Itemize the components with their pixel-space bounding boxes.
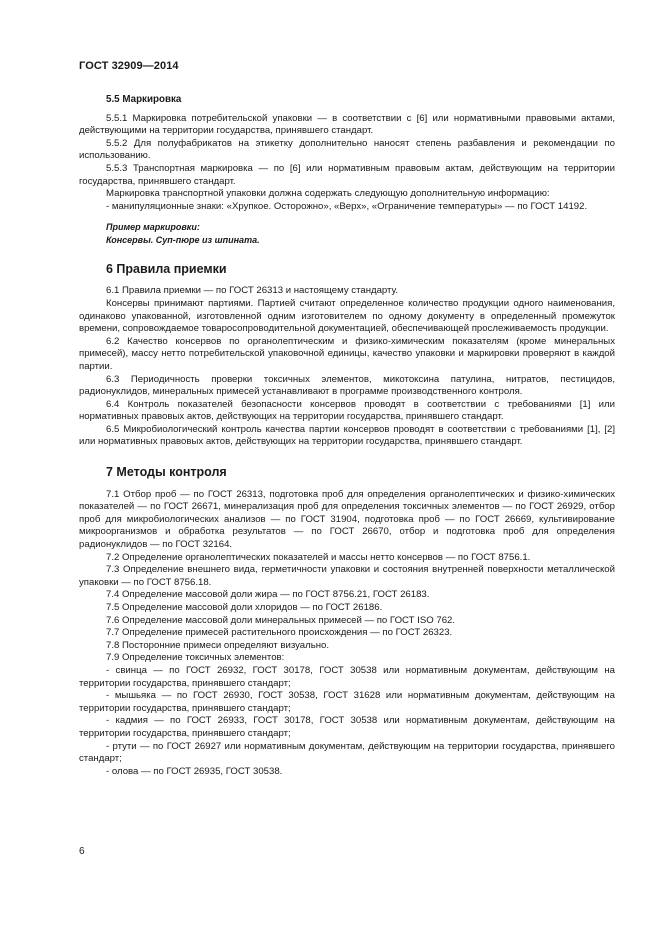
paragraph-7-3: 7.3 Определение внешнего вида, герметичности упаковки и состояния внутренней поверхности металлической упаковки — по ГОСТ 8756.18.: [79, 564, 615, 588]
paragraph-lots: Консервы принимают партиями. Партией считают определенное количество продукции одного наименования, одинаково упакованной, изготовленной одним изготовителем по одному документу в определенный промежуток времени, сопровождаемое товаросопроводительной документацией, обеспечивающей прослеживаемость продукции.: [79, 297, 615, 335]
paragraph-5-5-1: 5.5.1 Маркировка потребительской упаковки — в соответствии с [6] или нормативными правовыми актами, действующими на территории государства, принявшего стандарт.: [79, 112, 615, 137]
list-item-arsenic: - мышьяка — по ГОСТ 26930, ГОСТ 30538, ГОСТ 31628 или нормативным документам, действующим на территории государства, принявшего стандарт;: [79, 690, 615, 714]
paragraph-7-6: 7.6 Определение массовой доли минеральных примесей — по ГОСТ ISO 762.: [106, 614, 456, 626]
document-body: [79, 94, 615, 778]
document-code-header: ГОСТ 32909—2014: [79, 60, 179, 72]
list-item-lead: - свинца — по ГОСТ 26932, ГОСТ 30178, ГОСТ 30538 или нормативным документам, действующим на территории государства, принявшего стандарт;: [79, 664, 615, 689]
paragraph-7-5: 7.5 Определение массовой доли хлоридов — по ГОСТ 26186.: [106, 602, 383, 613]
list-item-tin: - олова — по ГОСТ 26935, ГОСТ 30538.: [106, 765, 283, 777]
section-5-5-title: 5.5 Маркировка: [106, 94, 182, 105]
paragraph-5-5-2: 5.5.2 Для полуфабрикатов на этикетку дополнительно наносят степень разбавления и рекомендации по использованию.: [79, 137, 615, 162]
paragraph-handling-signs: - манипуляционные знаки: «Хрупкое. Осторожно», «Верх», «Ограничение температуры» — по ГОСТ 14192.: [106, 200, 588, 212]
example-label: Пример маркировки:: [106, 222, 200, 233]
marking-example: [106, 221, 615, 245]
paragraph-6-4: 6.4 Контроль показателей безопасности консервов проводят в соответствии с требованиями [1] или нормативных правовых актов, действующих на территории государства, принявшего стандарт.: [79, 398, 615, 423]
paragraph-7-4: 7.4 Определение массовой доли жира — по ГОСТ 8756.21, ГОСТ 26183.: [106, 589, 430, 601]
section-6-title: 6 Правила приемки: [106, 261, 227, 276]
paragraph-transport-marking: Маркировка транспортной упаковки должна содержать следующую дополнительную информацию:: [106, 188, 550, 200]
paragraph-7-1: 7.1 Отбор проб — по ГОСТ 26313, подготовка проб для определения органолептических и физико-химических показателей — по ГОСТ 26671, минерализация проб для определения токсичных элементов — по ГОСТ 26929, отбор проб для микробиологических анализов — по ГОСТ 31904, подготовка проб — по ГОСТ 26669, культивирование микроорганизмов и обработка результатов — по ГОСТ 26670, отбор и подготовка проб для определения радионуклидов — по ГОСТ 32164.: [79, 488, 615, 551]
paragraph-6-3: 6.3 Периодичность проверки токсичных элементов, микотоксина патулина, нитратов, пестицидов, радионуклидов, минеральных примесей устанавливают в программе производственного контроля.: [79, 373, 615, 398]
paragraph-6-1: 6.1 Правила приемки — по ГОСТ 26313 и настоящему стандарту.: [106, 285, 399, 297]
list-item-mercury: - ртути — по ГОСТ 26927 или нормативным документам, действующим на территории государства, принявшего стандарт;: [79, 740, 615, 765]
section-7-title: 7 Методы контроля: [106, 465, 227, 480]
paragraph-7-8: 7.8 Посторонние примеси определяют визуально.: [106, 639, 330, 651]
paragraph-6-5: 6.5 Микробиологический контроль качества партии консервов проводят в соответствии с требованиями [1], [2] или нормативных правовых актов, действующих на территории государства, принявшего стандарт.: [79, 423, 615, 448]
paragraph-6-2: 6.2 Качество консервов по органолептическим и физико-химическим показателям (кроме минеральных примесей), массу нетто потребительской упаковочной единицы, качество упаковки и маркировки проверяют в каждой партии.: [79, 335, 615, 372]
page-number: 6: [79, 846, 85, 857]
example-text: Консервы. Суп-пюре из шпината.: [106, 234, 260, 245]
paragraph-5-5-3: 5.5.3 Транспортная маркировка — по [6] или нормативным правовым актам, действующим на территории государства, принявшего стандарт.: [79, 162, 615, 187]
paragraph-7-9: 7.9 Определение токсичных элементов:: [106, 652, 285, 664]
paragraph-7-7: 7.7 Определение примесей растительного происхождения — по ГОСТ 26323.: [106, 627, 453, 639]
paragraph-7-2: 7.2 Определение органолептических показателей и массы нетто консервов — по ГОСТ 8756.1.: [106, 551, 531, 563]
list-item-cadmium: - кадмия — по ГОСТ 26933, ГОСТ 30178, ГОСТ 30538 или нормативным документам, действующим на территории государства, принявшего стандарт;: [79, 715, 615, 739]
